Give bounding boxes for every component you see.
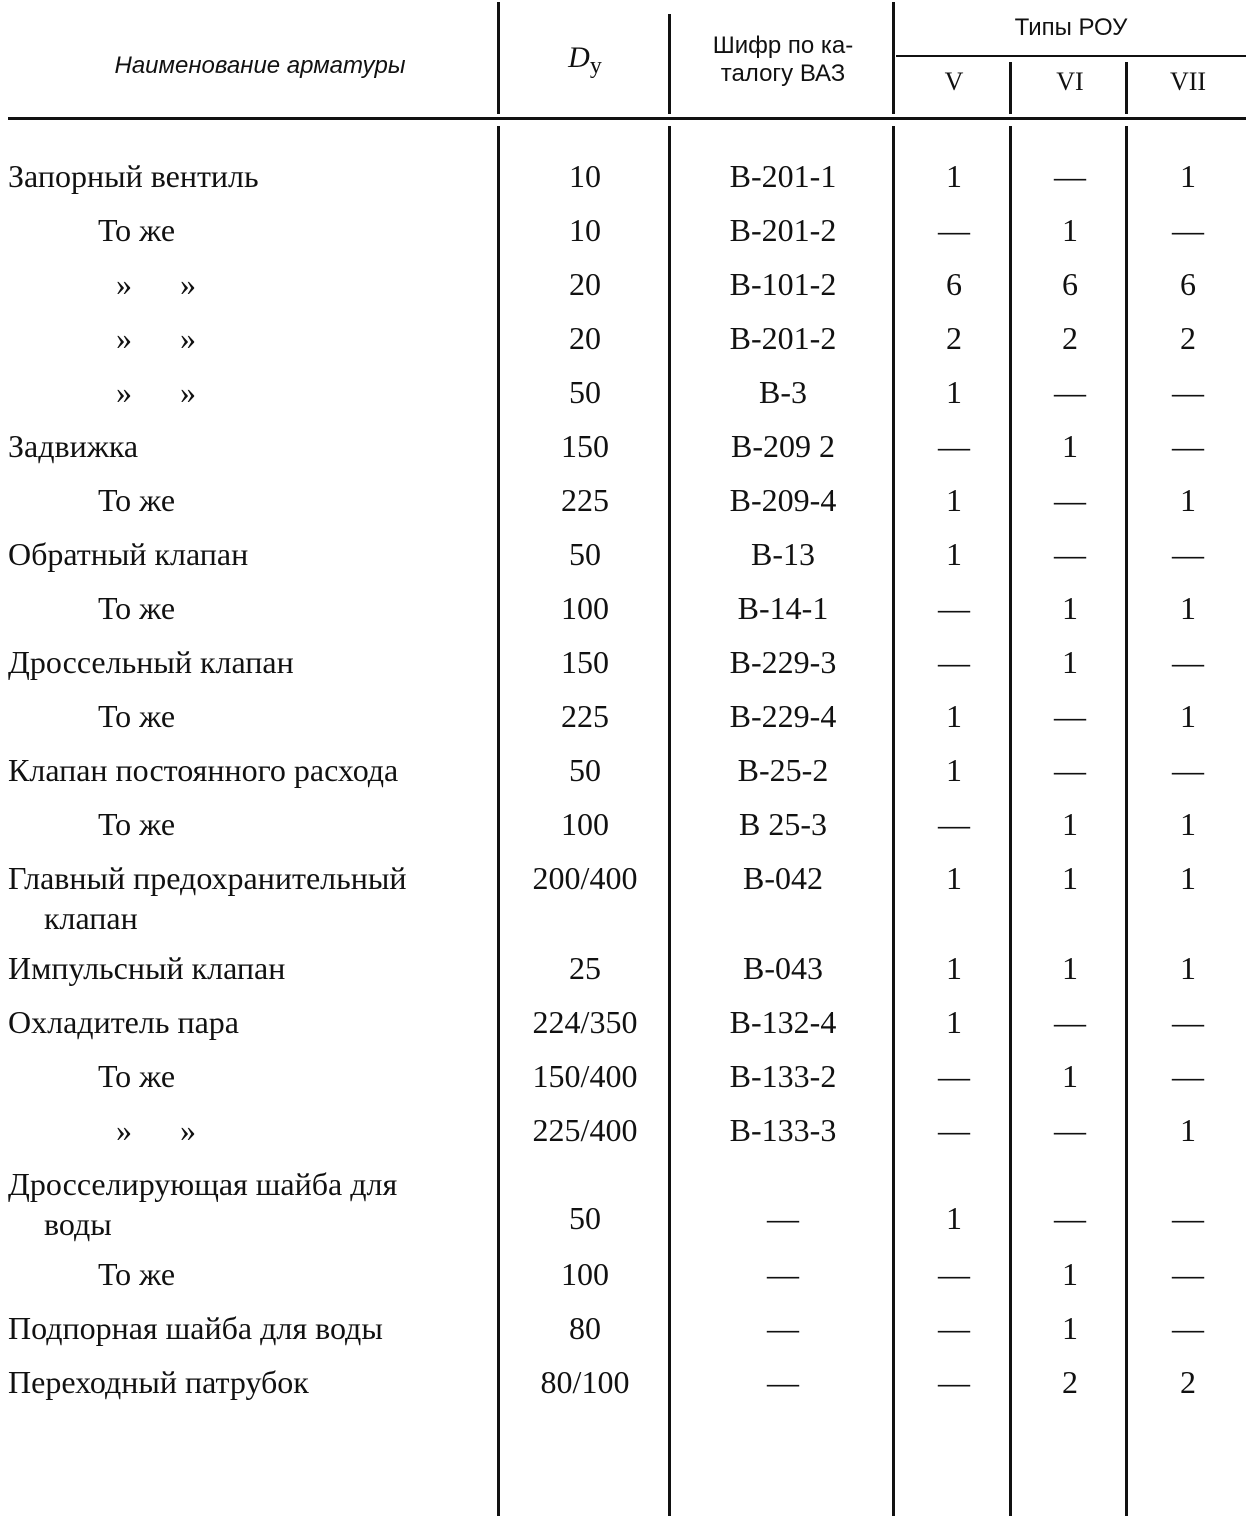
cell-name — [8, 1362, 493, 1402]
cell-code: — — [767, 1364, 799, 1400]
header-divider-1 — [497, 2, 500, 114]
table-row — [0, 948, 1246, 1002]
cell-name-text: Главный предохранительный — [8, 860, 407, 896]
cell-dy: 225 — [561, 698, 609, 734]
cell-type-vii: 1 — [1180, 860, 1196, 896]
header-name: Наименование арматуры — [114, 52, 406, 79]
table-row — [0, 750, 1246, 804]
cell-type-vii: 2 — [1180, 1364, 1196, 1400]
cell-type-vi: 1 — [1062, 1256, 1078, 1292]
cell-type-vi: — — [1054, 1200, 1086, 1236]
header-dy-main: D — [568, 41, 590, 74]
cell-name-continuation: клапан — [44, 900, 138, 936]
cell-name — [8, 1002, 493, 1042]
cell-type-vii: — — [1172, 1310, 1204, 1346]
cell-type-v: 1 — [946, 482, 962, 518]
cell-dy: 200/400 — [532, 860, 638, 896]
cell-type-v: 1 — [946, 752, 962, 788]
cell-dy: 50 — [569, 374, 601, 410]
cell-name — [8, 642, 493, 682]
cell-type-vi: — — [1054, 752, 1086, 788]
cell-dy: 100 — [561, 806, 609, 842]
cell-type-vii: 1 — [1180, 698, 1196, 734]
cell-type-vii: 1 — [1180, 1112, 1196, 1148]
cell-dy: 10 — [569, 212, 601, 248]
cell-type-vi: 1 — [1062, 1058, 1078, 1094]
cell-dy: 20 — [569, 320, 601, 356]
cell-dy: 80/100 — [540, 1364, 630, 1400]
cell-type-vi: — — [1054, 374, 1086, 410]
cell-type-vii: — — [1172, 1058, 1204, 1094]
cell-code: В-14-1 — [737, 590, 829, 626]
cell-dy: 150/400 — [532, 1058, 638, 1094]
cell-code: В-25-2 — [737, 752, 829, 788]
cell-name-text: Клапан постоянного расхода — [8, 752, 399, 788]
cell-name — [8, 1254, 493, 1294]
cell-name-text: Дроссельный клапан — [8, 644, 294, 680]
header-divider-2 — [668, 14, 671, 114]
table-row — [0, 1056, 1246, 1110]
cell-type-v: — — [938, 806, 970, 842]
cell-code: В-3 — [759, 374, 807, 410]
cell-type-vi: 2 — [1062, 320, 1078, 356]
cell-type-vi: 1 — [1062, 806, 1078, 842]
cell-name — [8, 156, 493, 196]
cell-type-vi: — — [1054, 158, 1086, 194]
cell-dy: 225 — [561, 482, 609, 518]
cell-dy: 100 — [561, 1256, 609, 1292]
cell-type-v: — — [938, 1364, 970, 1400]
cell-code: В-13 — [751, 536, 815, 572]
cell-name-text: Задвижка — [8, 428, 139, 464]
cell-dy: 150 — [561, 428, 609, 464]
table-row — [0, 210, 1246, 264]
cell-type-v: — — [938, 428, 970, 464]
cell-name-text: Подпорная шайба для воды — [8, 1310, 383, 1346]
cell-name-text: То же — [98, 806, 176, 842]
cell-type-vi: 6 — [1062, 266, 1078, 302]
cell-type-vii: — — [1172, 1200, 1204, 1236]
cell-type-vi: — — [1054, 482, 1086, 518]
cell-code: В-133-2 — [729, 1058, 837, 1094]
cell-type-vii: 2 — [1180, 320, 1196, 356]
cell-type-v: 1 — [946, 860, 962, 896]
table-row — [0, 1110, 1246, 1164]
cell-code: В-133-3 — [729, 1112, 837, 1148]
table-row — [0, 480, 1246, 534]
cell-dy: 25 — [569, 950, 601, 986]
header-code-line1: Шифр по ка- — [712, 32, 854, 59]
cell-type-vii: — — [1172, 212, 1204, 248]
cell-dy: 50 — [569, 752, 601, 788]
table-row — [0, 1362, 1246, 1416]
table-row — [0, 858, 1246, 936]
cell-name — [8, 318, 493, 358]
cell-type-v: 6 — [946, 266, 962, 302]
cell-code: В-042 — [743, 860, 823, 896]
cell-name — [8, 858, 493, 938]
table-row — [0, 804, 1246, 858]
cell-name — [8, 750, 493, 790]
table-row — [0, 156, 1246, 210]
header-bottom-rule — [8, 117, 1246, 120]
header-code-line2: талогу ВАЗ — [720, 60, 846, 87]
cell-code: В-132-4 — [729, 1004, 837, 1040]
cell-type-v: — — [938, 1112, 970, 1148]
cell-type-v: 1 — [946, 1200, 962, 1236]
cell-type-vii: 6 — [1180, 266, 1196, 302]
cell-type-v: — — [938, 590, 970, 626]
cell-code: В-229-3 — [729, 644, 837, 680]
cell-name-text: То же — [98, 482, 176, 518]
cell-name — [8, 426, 493, 466]
cell-name — [8, 804, 493, 844]
cell-name — [8, 1110, 493, 1150]
table-row — [0, 372, 1246, 426]
cell-type-vii: 1 — [1180, 482, 1196, 518]
cell-type-v: 2 — [946, 320, 962, 356]
table-row — [0, 1002, 1246, 1056]
cell-type-vii: — — [1172, 374, 1204, 410]
cell-name-text: То же — [98, 590, 176, 626]
cell-name-text: То же — [98, 1256, 176, 1292]
header-type-vii: VII — [1169, 67, 1207, 96]
cell-type-v: — — [938, 644, 970, 680]
cell-type-v: 1 — [946, 374, 962, 410]
table-row — [0, 1308, 1246, 1362]
table-row — [0, 318, 1246, 372]
cell-type-vi: 1 — [1062, 644, 1078, 680]
table-row — [0, 534, 1246, 588]
cell-name-text: Запорный вентиль — [8, 158, 259, 194]
cell-type-vi: — — [1054, 536, 1086, 572]
cell-type-v: — — [938, 1310, 970, 1346]
cell-code: В-101-2 — [729, 266, 837, 302]
cell-type-v: 1 — [946, 950, 962, 986]
cell-type-vii: — — [1172, 644, 1204, 680]
cell-name — [8, 696, 493, 736]
table-row — [0, 1254, 1246, 1308]
cell-type-vi: 1 — [1062, 590, 1078, 626]
cell-name — [8, 948, 493, 988]
cell-type-vi: 1 — [1062, 860, 1078, 896]
cell-code: В-209 2 — [731, 428, 835, 464]
cell-type-vi: 1 — [1062, 212, 1078, 248]
cell-type-vii: 1 — [1180, 590, 1196, 626]
cell-type-v: 1 — [946, 1004, 962, 1040]
cell-name — [8, 1056, 493, 1096]
cell-code: В-201-2 — [729, 212, 837, 248]
cell-type-vi: — — [1054, 1112, 1086, 1148]
table-row — [0, 642, 1246, 696]
header-type-v: V — [944, 67, 964, 96]
table-row — [0, 264, 1246, 318]
cell-dy: 224/350 — [532, 1004, 638, 1040]
cell-dy: 10 — [569, 158, 601, 194]
cell-name-text: То же — [98, 212, 176, 248]
table-row — [0, 426, 1246, 480]
cell-code: — — [767, 1200, 799, 1236]
cell-type-v: 1 — [946, 158, 962, 194]
cell-type-v: 1 — [946, 698, 962, 734]
cell-type-vi: 1 — [1062, 428, 1078, 464]
header-code — [672, 32, 894, 88]
cell-type-vii: — — [1172, 428, 1204, 464]
cell-code: В-201-2 — [729, 320, 837, 356]
cell-type-v: — — [938, 1058, 970, 1094]
cell-type-vii: — — [1172, 1004, 1204, 1040]
cell-name-text: Обратный клапан — [8, 536, 249, 572]
cell-name — [8, 264, 493, 304]
cell-name-continuation: воды — [44, 1206, 112, 1242]
header-dy — [502, 41, 668, 79]
cell-name-text: » » — [116, 320, 216, 356]
cell-code: В-043 — [743, 950, 823, 986]
cell-name — [8, 588, 493, 628]
table-row — [0, 1166, 1246, 1252]
cell-dy: 225/400 — [532, 1112, 638, 1148]
cell-code: В-209-4 — [729, 482, 837, 518]
table-row — [0, 588, 1246, 642]
cell-name — [8, 1308, 493, 1348]
header-dy-sub: у — [589, 53, 602, 79]
cell-dy: 50 — [569, 536, 601, 572]
cell-name — [8, 480, 493, 520]
cell-type-vi: 1 — [1062, 1310, 1078, 1346]
cell-name-text: Переходный патрубок — [8, 1364, 309, 1400]
cell-dy: 150 — [561, 644, 609, 680]
header-type-vi: VI — [1056, 67, 1084, 96]
cell-type-v: 1 — [946, 536, 962, 572]
cell-name-text: Импульсный клапан — [8, 950, 286, 986]
cell-name-text: » » — [116, 266, 216, 302]
cell-code: В 25-3 — [739, 806, 827, 842]
cell-type-vii: 1 — [1180, 806, 1196, 842]
cell-name — [8, 1164, 493, 1244]
cell-dy: 80 — [569, 1310, 601, 1346]
cell-type-vii: — — [1172, 752, 1204, 788]
cell-type-vii: — — [1172, 1256, 1204, 1292]
cell-name-text: » » — [116, 374, 216, 410]
cell-type-vi: 2 — [1062, 1364, 1078, 1400]
cell-code: — — [767, 1256, 799, 1292]
cell-name-text: То же — [98, 698, 176, 734]
cell-name — [8, 372, 493, 412]
cell-dy: 100 — [561, 590, 609, 626]
cell-type-vi: — — [1054, 1004, 1086, 1040]
cell-type-v: — — [938, 1256, 970, 1292]
cell-type-vii: — — [1172, 536, 1204, 572]
cell-type-vii: 1 — [1180, 950, 1196, 986]
cell-dy: 50 — [569, 1200, 601, 1236]
cell-type-vii: 1 — [1180, 158, 1196, 194]
types-rule — [896, 55, 1246, 57]
cell-name-text: То же — [98, 1058, 176, 1094]
cell-name-text: » » — [116, 1112, 216, 1148]
cell-dy: 20 — [569, 266, 601, 302]
cell-code: В-229-4 — [729, 698, 837, 734]
cell-code: В-201-1 — [729, 158, 837, 194]
cell-name-text: Дросселирующая шайба для — [8, 1166, 398, 1202]
cell-type-v: — — [938, 212, 970, 248]
table-row — [0, 696, 1246, 750]
cell-type-vi: — — [1054, 698, 1086, 734]
cell-name — [8, 210, 493, 250]
cell-name-text: Охладитель пара — [8, 1004, 239, 1040]
cell-type-vi: 1 — [1062, 950, 1078, 986]
cell-name — [8, 534, 493, 574]
header-types: Типы РОУ — [1014, 14, 1128, 41]
cell-code: — — [767, 1310, 799, 1346]
